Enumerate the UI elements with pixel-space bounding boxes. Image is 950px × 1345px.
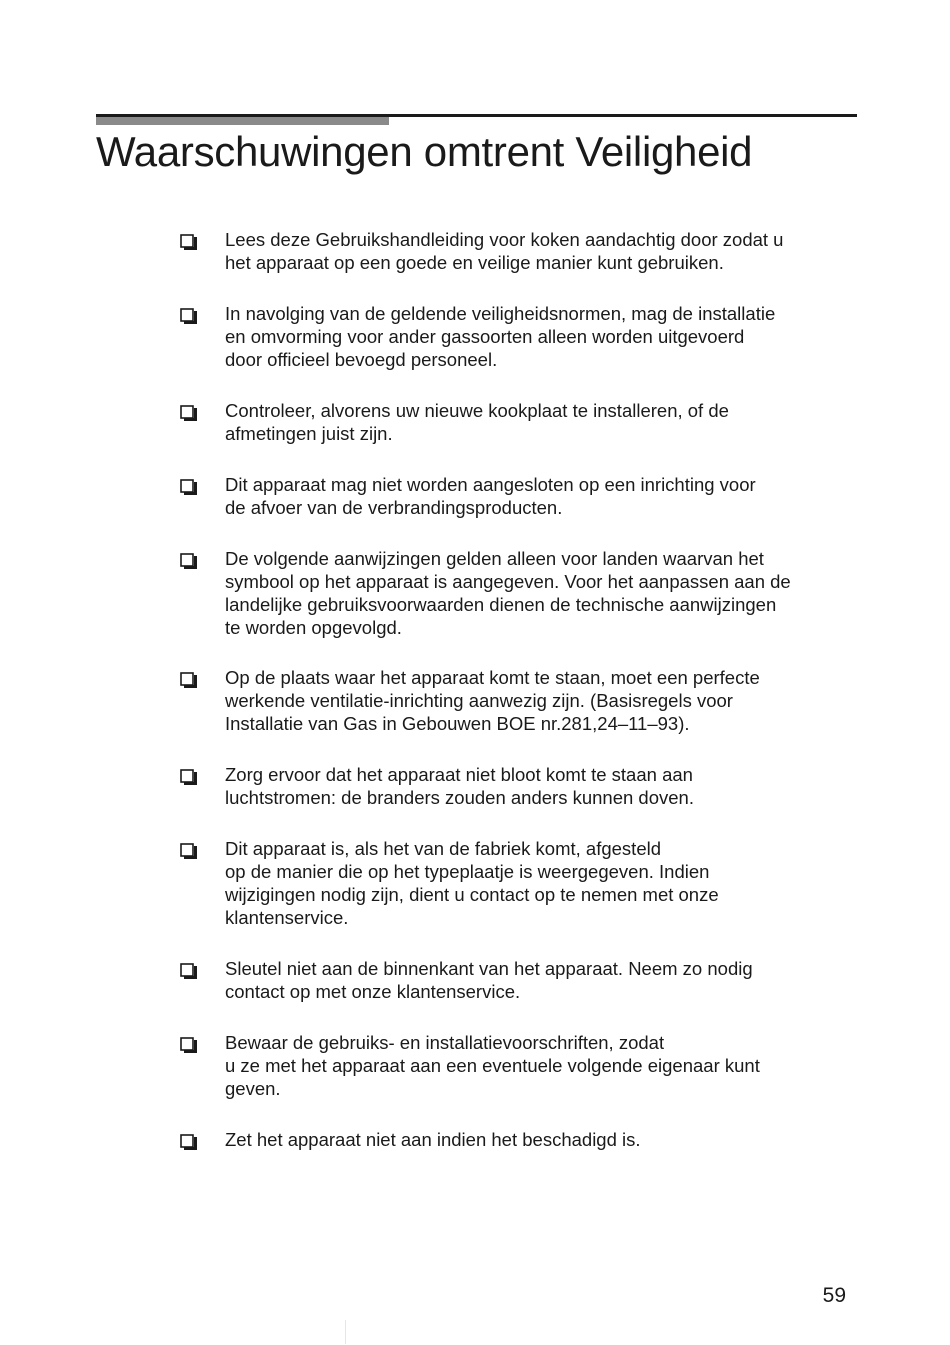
text-line: wijzigingen nodig zijn, dient u contact op te nemen met onze (225, 883, 719, 905)
list-item-text (225, 764, 835, 810)
list-item-text (225, 400, 835, 446)
checkbox-square-icon (180, 234, 198, 252)
checkbox-square-icon (180, 405, 198, 423)
list-item-text (225, 303, 835, 372)
list-item-text (225, 958, 835, 1004)
checkbox-square-icon (180, 843, 198, 861)
text-line: Zet het apparaat niet aan indien het beschadigd is. (225, 1129, 641, 1150)
list-item-text (225, 1129, 835, 1152)
text-line: te worden opgevolgd. (225, 616, 402, 638)
list-item-text (225, 1032, 835, 1101)
text-line: klantenservice. (225, 906, 349, 928)
text-line: en omvorming voor ander gassoorten alleen worden uitgevoerd (225, 325, 745, 347)
text-line: symbool op het apparaat is aangegeven. Voor het aanpassen aan de (225, 570, 791, 592)
page-mark (345, 1320, 346, 1344)
checkbox-square-icon (180, 553, 198, 571)
checkbox-square-icon (180, 1037, 198, 1055)
text-line: contact op met onze klantenservice. (225, 980, 521, 1002)
text-line: het apparaat op een goede en veilige manier kunt gebruiken. (225, 251, 724, 273)
text-line: Lees deze Gebruikshandleiding voor koken aandachtig door zodat u (225, 229, 784, 250)
text-line: de afvoer van de verbrandingsproducten. (225, 496, 563, 518)
list-item-text (225, 474, 835, 520)
text-line: werkende ventilatie-inrichting aanwezig zijn. (Basisregels voor (225, 689, 733, 711)
text-line: luchtstromen: de branders zouden anders kunnen doven. (225, 786, 694, 808)
text-line: Op de plaats waar het apparaat komt te staan, moet een perfecte (225, 667, 760, 688)
text-line: u ze met het apparaat aan een eventuele volgende eigenaar kunt (225, 1054, 760, 1076)
checkbox-square-icon (180, 1134, 198, 1152)
text-line: Sleutel niet aan de binnenkant van het apparaat. Neem zo nodig (225, 958, 753, 979)
text-line: door officieel bevoegd personeel. (225, 348, 498, 370)
text-line: In navolging van de geldende veiligheidsnormen, mag de installatie (225, 303, 776, 324)
text-line: geven. (225, 1077, 281, 1099)
list-item-text (225, 667, 835, 736)
checkbox-square-icon (180, 479, 198, 497)
checkbox-square-icon (180, 308, 198, 326)
checkbox-square-icon (180, 672, 198, 690)
list-item-text (225, 229, 835, 275)
header-accent-bar (96, 117, 389, 125)
page-title: Waarschuwingen omtrent Veiligheid (96, 128, 753, 175)
text-line: De volgende aanwijzingen gelden alleen voor landen waarvan het (225, 548, 764, 569)
text-line: afmetingen juist zijn. (225, 422, 393, 444)
list-item-text (225, 548, 835, 640)
text-line: Installatie van Gas in Gebouwen BOE nr.281,24–11–93). (225, 712, 690, 734)
text-line: Bewaar de gebruiks- en installatievoorschriften, zodat (225, 1032, 665, 1053)
text-line: Dit apparaat mag niet worden aangesloten op een inrichting voor (225, 474, 756, 495)
list-item-text (225, 838, 835, 930)
text-line: op de manier die op het typeplaatje is weergegeven. Indien (225, 860, 710, 882)
checkbox-square-icon (180, 769, 198, 787)
text-line: landelijke gebruiksvoorwaarden dienen de technische aanwijzingen (225, 593, 777, 615)
text-line: Zorg ervoor dat het apparaat niet bloot komt te staan aan (225, 764, 693, 785)
checkbox-square-icon (180, 963, 198, 981)
text-line: Dit apparaat is, als het van de fabriek komt, afgesteld (225, 838, 662, 859)
page-number: 59 (822, 1284, 846, 1307)
text-line: Controleer, alvorens uw nieuwe kookplaat te installeren, of de (225, 400, 729, 421)
